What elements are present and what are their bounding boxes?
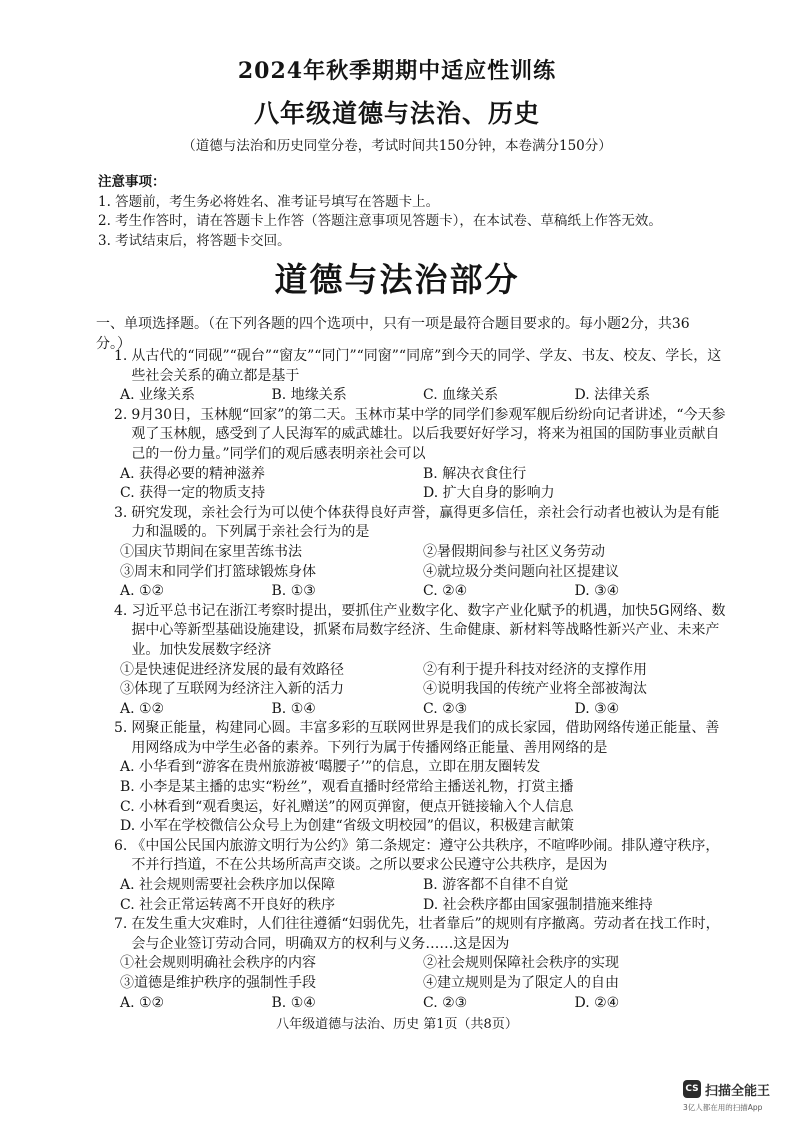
statement: ①社会规则明确社会秩序的内容 bbox=[120, 955, 316, 972]
exam-note: （道德与法治和历史同堂分卷，考试时间共150分钟，本卷满分150分） bbox=[182, 138, 612, 154]
watermark-name: 扫描全能王 bbox=[705, 1084, 771, 1099]
option: B. 解决衣食住行 bbox=[423, 465, 527, 482]
statement-row bbox=[114, 974, 726, 994]
option: B. ①④ bbox=[271, 994, 316, 1011]
question-number: 5. bbox=[114, 720, 128, 737]
statement: ①是快速促进经济发展的最有效路径 bbox=[120, 661, 344, 678]
question-stem: 网聚正能量，构建同心圆。丰富多彩的互联网世界是我们的成长家园，借助网络传递正能量、善用网络成为中学生必备的素养。下列行为属于传播网络正能量、善用网络的是 bbox=[131, 720, 720, 756]
notice-heading: 注意事项： bbox=[98, 174, 166, 190]
question bbox=[114, 719, 726, 837]
option: A. 社会规则需要社会秩序加以保障 bbox=[120, 877, 336, 894]
option-row bbox=[114, 484, 726, 504]
option-row bbox=[114, 386, 726, 406]
question-stem: 从古代的“同砚”“砚台”“窗友”“同门”“同窗”“同席”到今天的同学、学友、书友、校友、学长，这些社会关系的确立都是基于 bbox=[131, 348, 722, 384]
notice-block bbox=[98, 173, 738, 251]
statement: ③道德是维护秩序的强制性手段 bbox=[120, 975, 316, 991]
statement: ③体现了互联网为经济注入新的活力 bbox=[120, 681, 344, 698]
question bbox=[114, 504, 726, 602]
question bbox=[114, 406, 726, 504]
option: D. ②④ bbox=[574, 994, 620, 1011]
exam-subtitle: 八年级道德与法治、历史 bbox=[253, 99, 540, 128]
statement: ④说明我国的传统产业将全部被淘汰 bbox=[423, 681, 647, 698]
option: A. ①② bbox=[120, 583, 165, 600]
option: B. ①③ bbox=[271, 583, 316, 600]
option-row bbox=[114, 876, 726, 896]
option: D. 法律关系 bbox=[574, 387, 651, 404]
option: C. 血缘关系 bbox=[423, 387, 499, 404]
question-number: 6. bbox=[114, 837, 128, 854]
statement: ③周末和同学们打篮球锻炼身体 bbox=[120, 563, 316, 580]
option: D. 社会秩序都由国家强制措施来维持 bbox=[423, 896, 653, 913]
option-row bbox=[114, 994, 726, 1014]
option: C. ②③ bbox=[423, 994, 468, 1011]
statement-row bbox=[114, 543, 726, 563]
option: D. 小军在学校微信公众号上为创建“省级文明校园”的倡议，积极建言献策 bbox=[120, 818, 574, 835]
question bbox=[114, 602, 726, 720]
statement: ②暑假期间参与社区义务劳动 bbox=[423, 543, 605, 560]
option: C. 社会正常运转离不开良好的秩序 bbox=[120, 896, 336, 913]
question-stem: 9月30日，玉林舰“回家”的第二天。玉林市某中学的同学们参观军舰后纷纷向记者讲述，“今天参观了玉林舰，感受到了人民海军的威武雄壮。以后我要好好学习，将来为祖国的国防事业贡献自己的一份力量。”同学们的观后感表明亲社会可以 bbox=[131, 406, 726, 462]
statement: ②社会规则保障社会秩序的实现 bbox=[423, 955, 619, 972]
question-number: 4. bbox=[114, 602, 128, 619]
option: B. 游客都不自律不自觉 bbox=[423, 877, 569, 894]
statement: ④建立规则是为了限定人的自由 bbox=[423, 975, 619, 991]
option: A. ①② bbox=[120, 700, 165, 717]
option: B. ①④ bbox=[271, 700, 316, 717]
question-list bbox=[114, 347, 726, 1013]
section-title: 道德与法治部分 bbox=[274, 260, 520, 299]
option: C. ②③ bbox=[423, 700, 468, 717]
part-heading: 一、单项选择题。（在下列各题的四个选项中，只有一项是最符合题目要求的。每小题2分，共36分。） bbox=[96, 316, 690, 352]
option: A. ①② bbox=[120, 994, 165, 1011]
statement: ④就垃圾分类问题向社区提建议 bbox=[423, 563, 619, 580]
exam-title: 2024年秋季期期中适应性训练 bbox=[237, 58, 557, 84]
question-stem: 研究发现，亲社会行为可以使个体获得良好声誉，赢得更多信任，亲社会行动者也被认为是有能力和温暖的。下列属于亲社会行为的是 bbox=[131, 504, 720, 541]
option: B. 小李是某主播的忠实“粉丝”，观看直播时经常给主播送礼物，打赏主播 bbox=[120, 779, 574, 796]
notice-item: 1. 答题前，考生务必将姓名、准考证号填写在答题卡上。 bbox=[98, 193, 440, 210]
option-row bbox=[114, 700, 726, 720]
option: C. 获得一定的物质支持 bbox=[120, 485, 266, 502]
statement-row bbox=[114, 563, 726, 583]
question-stem: 习近平总书记在浙江考察时提出，要抓住产业数字化、数字产业化赋予的机遇，加快5G网络、数据中心等新型基础设施建设，抓紧布局数字经济、生命健康、新材料等战略性新兴产业、未来产业。加快发展数字经济 bbox=[131, 602, 726, 658]
statement-row bbox=[114, 661, 726, 681]
option-row bbox=[114, 465, 726, 485]
option: C. ②④ bbox=[423, 583, 468, 600]
option: B. 地缘关系 bbox=[271, 387, 347, 404]
option: D. ③④ bbox=[574, 700, 620, 717]
watermark-subtitle: 3亿人都在用的扫描App bbox=[683, 1103, 763, 1112]
scanner-watermark bbox=[683, 1078, 793, 1118]
option: D. 扩大自身的影响力 bbox=[423, 485, 555, 502]
question-number: 7. bbox=[114, 916, 128, 933]
statement-row bbox=[114, 954, 726, 974]
statement: ②有利于提升科技对经济的支撑作用 bbox=[423, 661, 647, 678]
option: D. ③④ bbox=[574, 583, 620, 600]
statement: ①国庆节期间在家里苦练书法 bbox=[120, 543, 302, 560]
notice-item: 2. 考生作答时，请在答题卡上作答（答题注意事项见答题卡），在本试卷、草稿纸上作答无效。 bbox=[98, 213, 662, 229]
question-number: 3. bbox=[114, 504, 128, 521]
question-stem: 在发生重大灾难时，人们往往遵循“妇弱优先，壮者靠后”的规则有序撤离。劳动者在找工作时，会与企业签订劳动合同，明确双方的权利与义务……这是因为 bbox=[131, 916, 720, 952]
question bbox=[114, 915, 726, 1013]
option: C. 小林看到“观看奥运，好礼赠送”的网页弹窗，便点开链接输入个人信息 bbox=[120, 798, 574, 815]
question-number: 1. bbox=[114, 348, 128, 364]
option: A. 获得必要的精神滋养 bbox=[120, 465, 266, 482]
option-row bbox=[114, 582, 726, 602]
option: A. 小华看到“游客在贵州旅游被‘噶腰子’”的信息，立即在朋友圈转发 bbox=[120, 759, 541, 776]
camscanner-icon: CS bbox=[683, 1080, 701, 1098]
statement-row bbox=[114, 680, 726, 700]
notice-item: 3. 考试结束后，将答题卡交回。 bbox=[98, 232, 291, 249]
page-footer: 八年级道德与法治、历史 第1页（共8页） bbox=[276, 1017, 518, 1032]
question-number: 2. bbox=[114, 406, 128, 423]
question bbox=[114, 837, 726, 915]
option-row bbox=[114, 896, 726, 916]
question bbox=[114, 347, 726, 406]
option: A. 业缘关系 bbox=[120, 387, 196, 404]
question-stem: 《中国公民国内旅游文明行为公约》第二条规定：遵守公共秩序，不喧哗吵闹。排队遵守秩序，不并行挡道，不在公共场所高声交谈。之所以要求公民遵守公共秩序，是因为 bbox=[131, 837, 720, 874]
